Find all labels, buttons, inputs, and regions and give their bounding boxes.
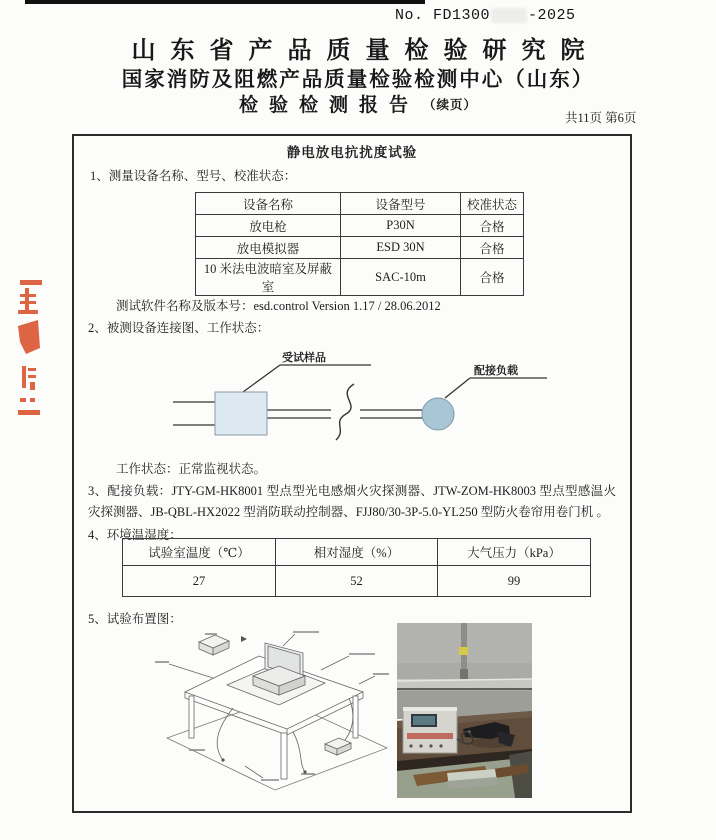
col-header: 校准状态 [461,193,524,215]
environment-table [122,538,591,597]
org-name-primary: 山东省产品质量检验研究院 [131,38,600,64]
working-status-line: 工作状态：正常监视状态。 [116,462,267,476]
cell-calibration-status: 合格 [461,237,524,259]
table-header-row [196,193,524,215]
connection-diagram [148,348,608,460]
col-header: 设备名称 [196,193,341,215]
cell-calibration-status: 合格 [461,259,524,296]
sample-label: 受试样品 [282,352,326,364]
red-seal-stamp [8,274,50,426]
item1-label: 1、测量设备名称、型号、校准状态： [90,169,297,183]
cell-humidity: 52 [276,566,438,597]
cell-device-model: P30N [341,215,461,237]
cell-device-name: 放电模拟器 [196,237,341,259]
test-setup-photo [397,623,532,798]
cell-pressure: 99 [438,566,591,597]
org-name-secondary: 国家消防及阻燃产品质量检验检测中心（山东） [121,69,595,91]
load-label: 配接负载 [474,365,518,377]
item2-label: 2、被测设备连接图、工作状态： [88,321,270,335]
equipment-table [195,192,524,296]
col-header: 相对湿度（%） [276,539,438,566]
table-row [123,566,591,597]
item3-label: 3、配接负载：JTY-GM-HK8001 型点型光电感烟火灾探测器、JTW-ZOM-HK8003 型点型感温火灾探测器、JB-QBL-HX2022 型消防联动控制器、FJJ80/30-3P-5.0-YL250 型防火卷帘用卷门机 。 [88,484,616,519]
redacted-area [491,8,527,23]
report-title-note: （续页） [423,98,478,112]
cell-device-model: SAC-10m [341,259,461,296]
table-row [196,237,524,259]
software-version-line: 测试软件名称及版本号：esd.control Version 1.17 / 28.06.2012 [116,299,441,313]
cell-temperature: 27 [123,566,276,597]
sample-box [215,392,267,435]
report-number-prefix: No. FD1300 [395,7,491,24]
report-number-suffix: -2025 [528,7,576,24]
item5-label: 5、试验布置图： [88,612,182,626]
table-row [196,259,524,296]
page-counter: 共11页 第6页 [565,111,637,125]
report-number [395,7,635,24]
table-header-row [123,539,591,566]
cell-device-model: ESD 30N [341,237,461,259]
scan-edge-artifact [25,0,425,4]
table-row [196,215,524,237]
cell-device-name: 放电枪 [196,215,341,237]
item4-label: 4、环境温湿度： [88,528,182,542]
test-layout-drawing [153,626,391,802]
cell-calibration-status: 合格 [461,215,524,237]
report-title: 检验检测报告 [238,95,419,116]
col-header: 设备型号 [341,193,461,215]
load-circle [422,398,454,430]
col-header: 大气压力（kPa） [438,539,591,566]
cell-device-name: 10 米法电波暗室及屏蔽室 [196,259,341,296]
section-title: 静电放电抗扰度试验 [286,145,418,160]
col-header: 试验室温度（℃） [123,539,276,566]
